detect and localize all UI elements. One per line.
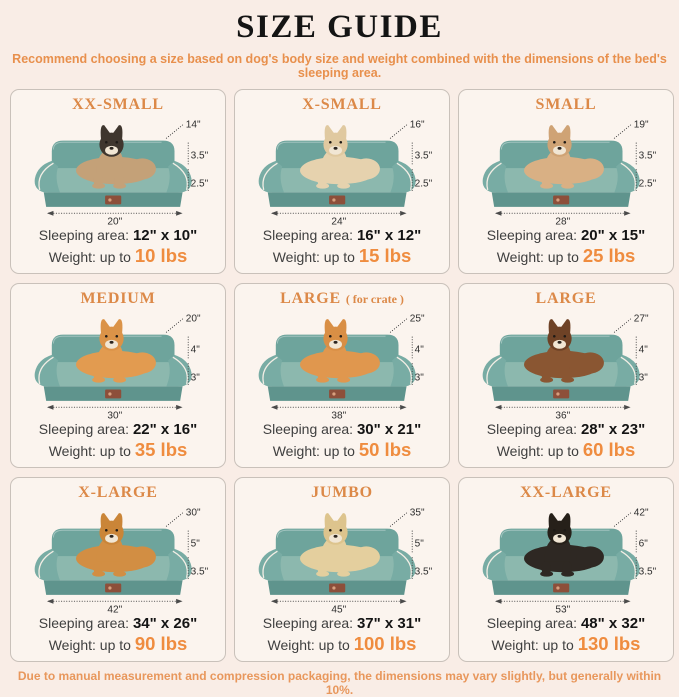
bed-illustration [14, 114, 222, 227]
weight-value: 60 lbs [582, 439, 636, 461]
sleeping-area-value: 16" x 12" [356, 227, 422, 245]
base-height-dimension: 3.5" [414, 567, 433, 579]
size-name-suffix: ( for crate ) [345, 292, 404, 307]
bolster-height-dimension: 3.5" [190, 150, 209, 162]
size-name: XX-LARGE [520, 484, 612, 502]
sleeping-area-line: Sleeping area: 37" x 31" [262, 615, 422, 633]
weight-line: Weight: up to 35 lbs [48, 439, 188, 461]
base-height-dimension: 2.5" [190, 179, 209, 191]
sleeping-area-line: Sleeping area: 22" x 16" [38, 421, 198, 439]
depth-dimension: 25" [409, 314, 425, 326]
size-name: MEDIUM [80, 290, 156, 308]
bolster-height-dimension: 3.5" [638, 150, 657, 162]
weight-line: Weight: up to 60 lbs [496, 439, 636, 461]
sleeping-area-value: 34" x 26" [132, 615, 198, 633]
weight-line: Weight: up to 50 lbs [272, 439, 412, 461]
size-name: LARGE ( for crate ) [280, 290, 404, 308]
width-dimension: 36" [555, 411, 571, 422]
weight-line: Weight: up to 10 lbs [48, 245, 188, 267]
sleeping-area-value: 37" x 31" [356, 615, 422, 633]
base-height-dimension: 3" [638, 373, 648, 385]
width-dimension: 20" [107, 217, 123, 228]
depth-dimension: 27" [633, 314, 649, 326]
depth-dimension: 30" [185, 508, 201, 520]
bolster-height-dimension: 4" [190, 344, 200, 356]
bolster-height-dimension: 4" [638, 344, 648, 356]
depth-dimension: 14" [185, 120, 201, 132]
base-height-dimension: 3" [414, 373, 424, 385]
weight-value: 35 lbs [134, 439, 188, 461]
weight-line: Weight: up to 25 lbs [496, 245, 636, 267]
depth-dimension: 19" [633, 120, 649, 132]
width-dimension: 38" [331, 411, 347, 422]
sleeping-area-value: 48" x 32" [580, 615, 646, 633]
size-name: SMALL [535, 96, 597, 114]
sleeping-area-line: Sleeping area: 28" x 23" [486, 421, 646, 439]
bolster-height-dimension: 5" [190, 538, 200, 550]
sleeping-area-line: Sleeping area: 34" x 26" [38, 615, 198, 633]
weight-value: 90 lbs [134, 633, 188, 655]
base-height-dimension: 3" [190, 373, 200, 385]
weight-line: Weight: up to 100 lbs [267, 633, 417, 655]
width-dimension: 28" [555, 217, 571, 228]
size-card-large [458, 283, 674, 468]
sleeping-area-line: Sleeping area: 48" x 32" [486, 615, 646, 633]
size-card-x-small [234, 89, 450, 274]
bed-illustration [462, 308, 670, 421]
size-card-large-crate [234, 283, 450, 468]
bed-illustration [238, 502, 446, 615]
weight-value: 25 lbs [582, 245, 636, 267]
weight-line: Weight: up to 90 lbs [48, 633, 188, 655]
sleeping-area-line: Sleeping area: 12" x 10" [38, 227, 198, 245]
page-title: SIZE GUIDE [236, 9, 443, 45]
width-dimension: 42" [107, 605, 123, 616]
width-dimension: 24" [331, 217, 347, 228]
weight-line: Weight: up to 130 lbs [491, 633, 641, 655]
weight-line: Weight: up to 15 lbs [272, 245, 412, 267]
page-subtitle: Recommend choosing a size based on dog's body size and weight combined with the dimensions of the bed's sleeping area. [12, 52, 667, 81]
size-grid [0, 80, 679, 662]
weight-value: 100 lbs [353, 633, 417, 655]
base-height-dimension: 3.5" [638, 567, 657, 579]
size-name: X-SMALL [302, 96, 382, 114]
size-card-x-large [10, 477, 226, 662]
sleeping-area-value: 22" x 16" [132, 421, 198, 439]
bed-illustration [462, 502, 670, 615]
depth-dimension: 20" [185, 314, 201, 326]
size-card-small [458, 89, 674, 274]
depth-dimension: 35" [409, 508, 425, 520]
sleeping-area-line: Sleeping area: 16" x 12" [262, 227, 422, 245]
sleeping-area-line: Sleeping area: 20" x 15" [486, 227, 646, 245]
width-dimension: 45" [331, 605, 347, 616]
width-dimension: 30" [107, 411, 123, 422]
bolster-height-dimension: 4" [414, 344, 424, 356]
bed-illustration [238, 114, 446, 227]
size-name: JUMBO [311, 484, 373, 502]
sleeping-area-value: 12" x 10" [132, 227, 198, 245]
footer-disclaimer: Due to manual measurement and compression packaging, the dimensions may vary slightly, but generally within 10%. [17, 669, 662, 697]
weight-value: 50 lbs [358, 439, 412, 461]
weight-value: 10 lbs [134, 245, 188, 267]
size-name: XX-SMALL [72, 96, 164, 114]
bed-illustration [462, 114, 670, 227]
size-name: X-LARGE [78, 484, 158, 502]
sleeping-area-value: 20" x 15" [580, 227, 646, 245]
depth-dimension: 42" [633, 508, 649, 520]
bolster-height-dimension: 6" [638, 538, 648, 550]
bed-illustration [238, 308, 446, 421]
sleeping-area-line: Sleeping area: 30" x 21" [262, 421, 422, 439]
weight-value: 15 lbs [358, 245, 412, 267]
size-card-jumbo [234, 477, 450, 662]
depth-dimension: 16" [409, 120, 425, 132]
sleeping-area-value: 30" x 21" [356, 421, 422, 439]
bolster-height-dimension: 5" [414, 538, 424, 550]
weight-value: 130 lbs [577, 633, 641, 655]
width-dimension: 53" [555, 605, 571, 616]
bed-illustration [14, 308, 222, 421]
bolster-height-dimension: 3.5" [414, 150, 433, 162]
size-card-xx-small [10, 89, 226, 274]
base-height-dimension: 2.5" [414, 179, 433, 191]
size-card-xx-large [458, 477, 674, 662]
size-card-medium [10, 283, 226, 468]
base-height-dimension: 2.5" [638, 179, 657, 191]
bed-illustration [14, 502, 222, 615]
size-name: LARGE [535, 290, 597, 308]
sleeping-area-value: 28" x 23" [580, 421, 646, 439]
base-height-dimension: 3.5" [190, 567, 209, 579]
